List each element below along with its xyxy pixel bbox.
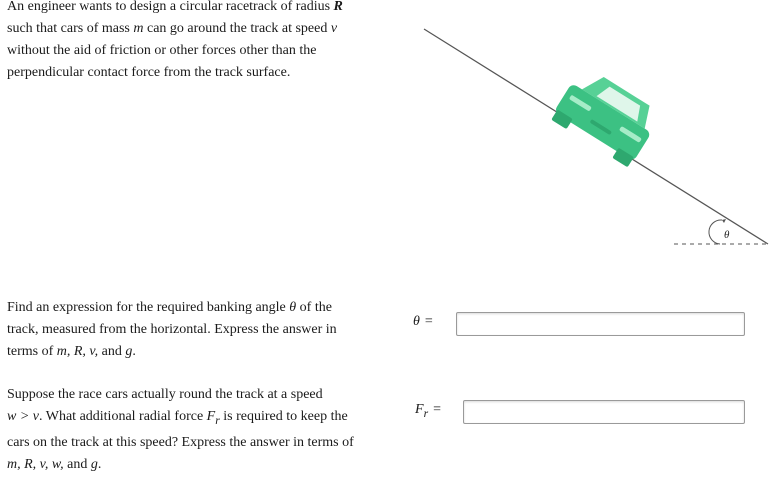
banked-track-figure xyxy=(420,20,775,250)
theta-answer-input[interactable] xyxy=(456,312,745,336)
angle-label: θ xyxy=(724,229,730,241)
race-car-icon xyxy=(550,64,664,168)
fr-answer-input[interactable] xyxy=(463,400,745,424)
problem-intro: An engineer wants to design a circular racetrack of radius R such that cars of mass m can go around the track at speed v without the aid of friction or other forces other than the perpendicular contact force from the track surface. xyxy=(7,0,343,80)
theta-answer-label: θ = xyxy=(413,314,433,329)
question-radial-force: Suppose the race cars actually round the track at a speed w > v. What additional radial force $F_r$ is required to keep the cars on the track at this speed? Express the answer in terms of m, R, v, w, and g. xyxy=(7,387,354,472)
angle-arc xyxy=(709,220,722,244)
question-banking-angle: Find an expression for the required banking angle θ of the track, measured from the horizontal. Express the answer in terms of m, R, v, and g. xyxy=(7,300,337,359)
fr-answer-label: $F_r$ = xyxy=(415,402,442,420)
